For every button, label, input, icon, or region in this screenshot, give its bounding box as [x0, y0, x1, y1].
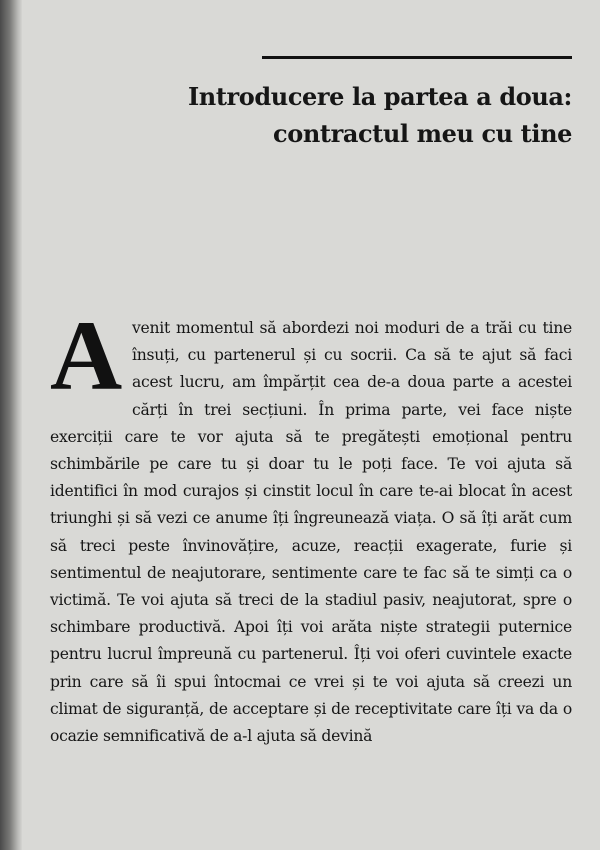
- chapter-title: [140, 78, 572, 152]
- body-paragraph: venit momentul să abordezi noi moduri de a trăi cu tine însuți, cu partenerul și cu socrii. Ca să te ajut să faci acest lucru, am împărțit cea de-a doua parte a acestei cărți în trei secțiuni. În prima parte, vei face niște exerciții care te vor ajuta să te pregătești emoțional pentru schimbările pe care tu și doar tu le poți face. Te voi ajuta să identifici în mod curajos și cinstit locul în care te-ai blocat în acest triunghi și să vezi ce anume îți îngreunează viața. O să îți arăt cum să treci peste învinovățire, acuze, reacții exagerate, furie și sentimentul de neajutorare, sentimente care te fac să te simți ca o victimă. Te voi ajuta să treci de la stadiul pasiv, neajutorat, spre o schimbare productivă. Apoi îți voi arăta niște strategii puternice pentru lucrul împreună cu partenerul. Îți voi oferi cuvintele exacte prin care să îi spui întocmai ce vrei și te voi ajuta să creezi un climat de siguranță, de acceptare și de receptivitate care îți va da o ocazie semnificativă de a-l ajuta să devină: [50, 319, 572, 746]
- title-rule: [262, 56, 572, 59]
- book-page: [50, 0, 572, 850]
- chapter-title-line-2: contractul meu cu tine: [273, 119, 572, 148]
- chapter-title-line-1: Introducere la partea a doua:: [187, 82, 572, 111]
- body-text: [50, 300, 572, 750]
- drop-cap: A: [50, 300, 122, 411]
- page-gutter-shadow: [0, 0, 22, 850]
